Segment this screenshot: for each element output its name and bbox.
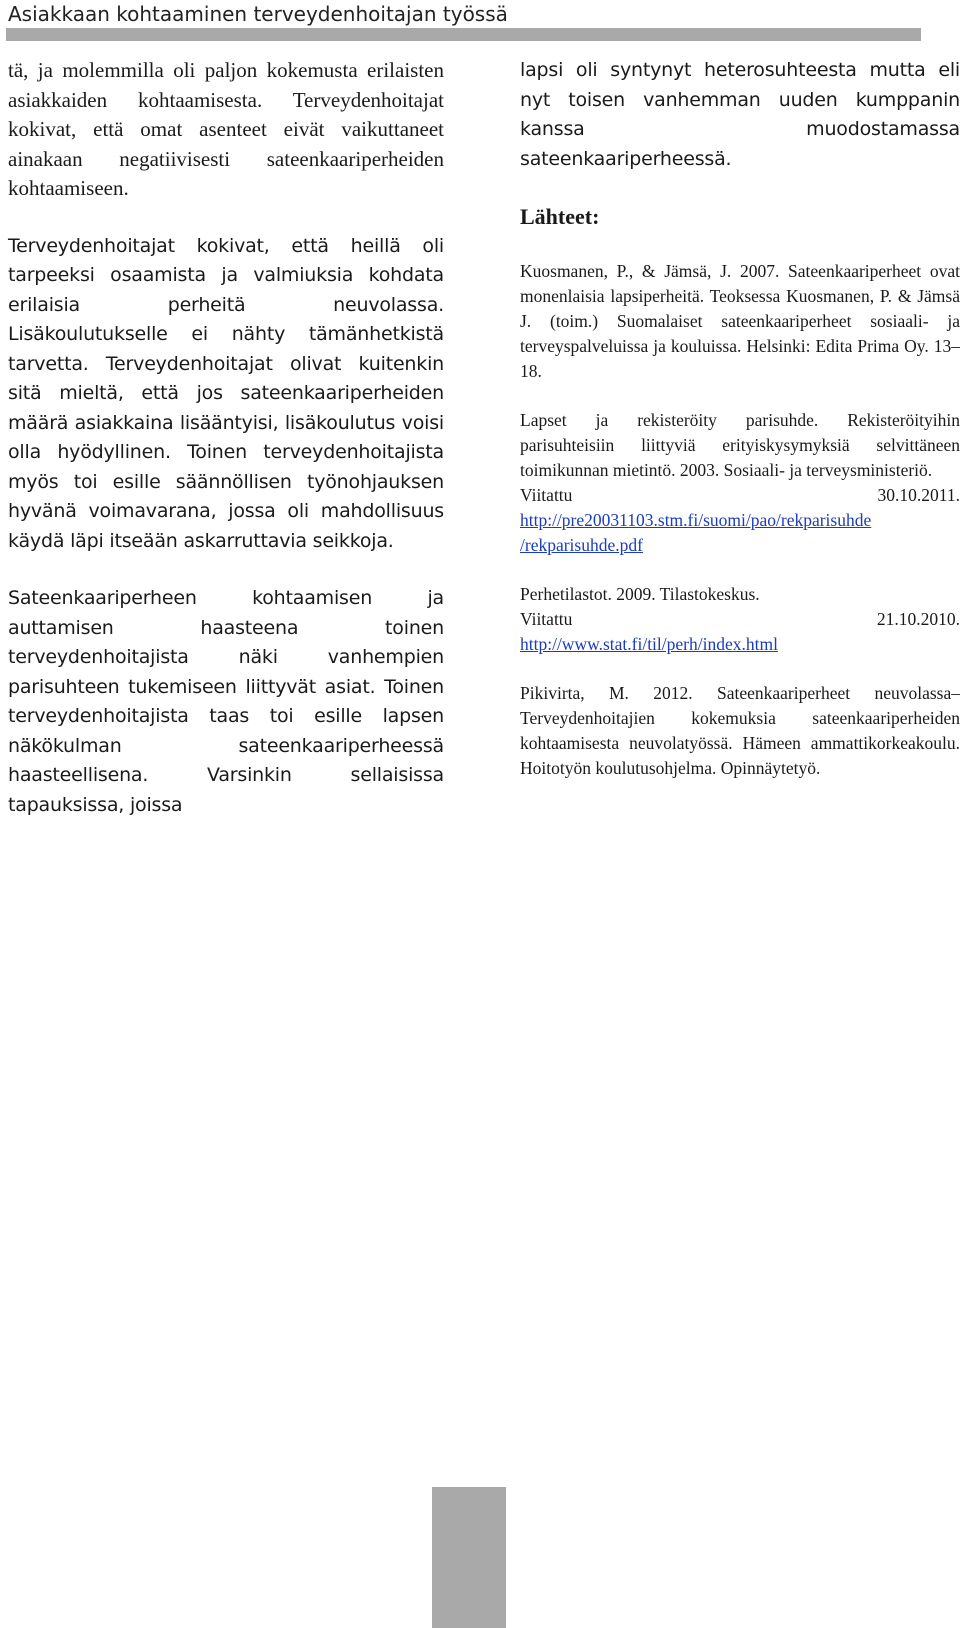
reference-entry: Kuosmanen, P., & Jämsä, J. 2007. Sateenkaariperheet ovat monenlaisia lapsiperheitä. Teoksessa Kuosmanen, P. & Jämsä J. (toim.) Suomalaiset sateenkaariperheet sosiaali- ja terveyspalveluissa ja kouluissa. Helsinki: Edita Prima Oy. 13–18. xyxy=(520,261,960,381)
accessed-date: 21.10.2010. xyxy=(876,609,960,629)
reference-link-continuation[interactable]: /rekparisuhde.pdf xyxy=(520,535,643,555)
body-paragraph: Sateenkaariperheen kohtaamisen ja auttamisen haasteena toinen terveydenhoitajista näki vanhempien parisuhteen tukemiseen liittyvät asiat. Toinen terveydenhoitajista taas toi esille lapsen näkökulman sateenkaariperheessä haasteellisena. Varsinkin sellaisissa tapauksissa, joissa xyxy=(8,587,444,816)
reference-entry xyxy=(520,408,960,558)
reference-entry: Pikivirta, M. 2012. Sateenkaariperheet neuvolassa–Terveydenhoitajien kokemuksia sateenkaariperheiden kohtaamisesta neuvolatyössä. Hämeen ammattikorkeakoulu. Hoitotyön koulutusohjelma. Opinnäytetyö. xyxy=(520,683,960,778)
reference-text: Lapset ja rekisteröity parisuhde. Rekisteröityihin parisuhteisiin liittyviä erityiskysymyksiä selvittäneen toimikunnan mietintö. 2003. Sosiaali- ja terveysministeriö. xyxy=(520,410,960,480)
references-heading: Lähteet: xyxy=(520,204,600,229)
reference-accessed-line xyxy=(520,483,960,508)
accessed-label: Viitattu xyxy=(520,609,573,629)
reference-link[interactable]: http://www.stat.fi/til/perh/index.html xyxy=(520,634,778,654)
header-rule-bar xyxy=(6,28,921,41)
body-paragraph: lapsi oli syntynyt heterosuhteesta mutta eli nyt toisen vanhemman uuden kumppanin kanssa muodostamassa sateenkaariperheessä. xyxy=(520,59,960,170)
accessed-date: 30.10.2011. xyxy=(877,485,960,505)
left-text-column xyxy=(8,56,444,848)
body-paragraph: Terveydenhoitajat kokivat, että heillä oli tarpeeksi osaamista ja valmiuksia kohdata erilaisia perheitä neuvolassa. Lisäkoulutukselle ei nähty tämänhetkistä tarvetta. Terveydenhoitajat olivat kuitenkin sitä mieltä, että jos sateenkaariperheiden määrä asiakkaina lisääntyisi, lisäkoulutus voisi olla hyödyllinen. Toinen terveydenhoitajista myös toi esille säännöllisen työnohjauksen hyvänä voimavarana, jossa oli mahdollisuus käydä läpi itseään askarruttavia seikkoja. xyxy=(8,234,444,552)
reference-accessed-line xyxy=(520,607,960,632)
accessed-label: Viitattu xyxy=(520,485,573,505)
reference-link[interactable]: http://pre20031103.stm.fi/suomi/pao/rekparisuhde xyxy=(520,510,872,530)
page-footer-marker xyxy=(432,1487,506,1628)
reference-entry xyxy=(520,582,960,657)
right-text-column xyxy=(520,56,960,805)
reference-text: Perhetilastot. 2009. Tilastokeskus. xyxy=(520,584,760,604)
running-header-title: Asiakkaan kohtaaminen terveydenhoitajan työssä xyxy=(8,2,508,26)
body-paragraph: tä, ja molemmilla oli paljon kokemusta erilaisten asiakkaiden kohtaamisesta. Terveydenhoitajat kokivat, että omat asenteet eivät vaikuttaneet ainakaan negatiivisesti sateenkaariperheiden kohtaamiseen. xyxy=(8,58,444,200)
